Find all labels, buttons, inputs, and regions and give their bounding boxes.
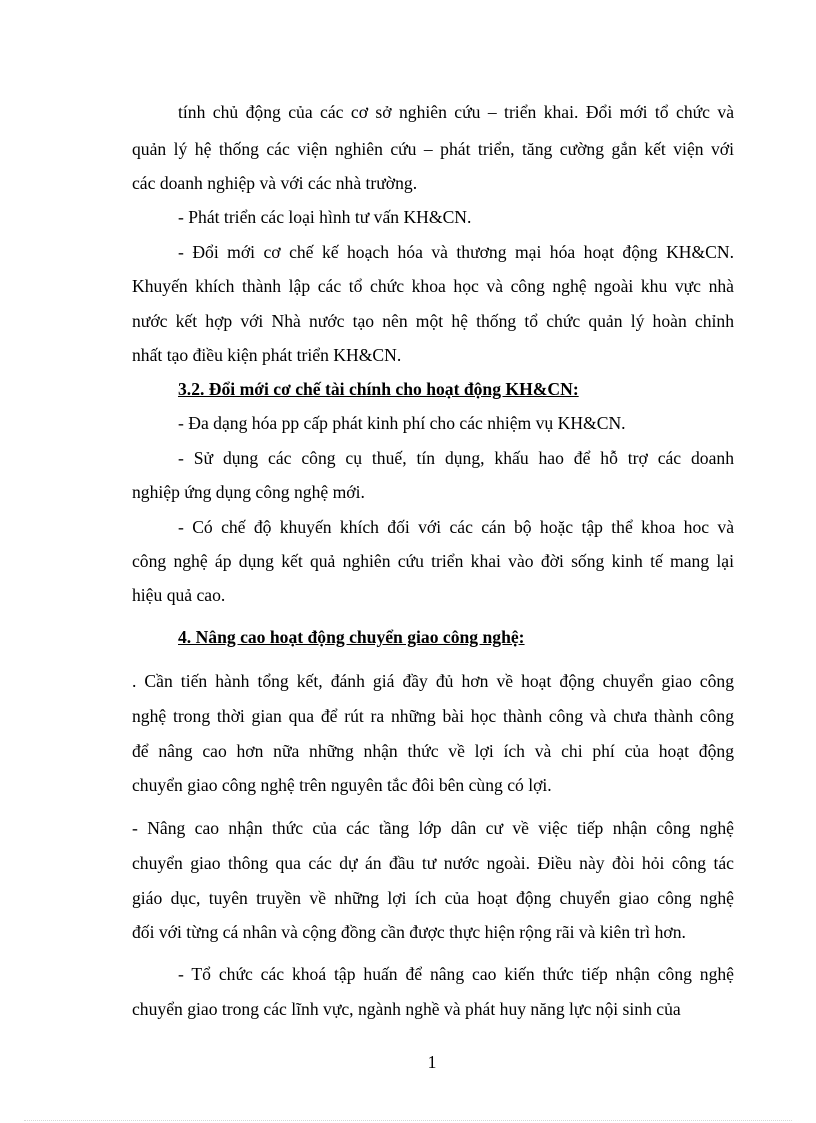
section-heading-3-2: 3.2. Đổi mới cơ chế tài chính cho hoạt động KH&CN: (178, 379, 579, 399)
text-line: - Đa dạng hóa pp cấp phát kinh phí cho các nhiệm vụ KH&CN. (178, 413, 626, 433)
text-line: nghiệp ứng dụng công nghệ mới. (132, 482, 365, 502)
page-number: 1 (427, 1052, 437, 1072)
page-bottom-divider (24, 1120, 792, 1121)
text-line: - Có chế độ khuyến khích đối với các cán bộ hoặc tập thể khoa hoc và (178, 517, 734, 537)
text-line: để nâng cao hơn nữa những nhận thức về lợi ích và chi phí của hoạt động (132, 741, 734, 761)
text-line: tính chủ động của các cơ sở nghiên cứu – triển khai. Đổi mới tổ chức và (178, 102, 734, 122)
text-line: - Nâng cao nhận thức của các tầng lớp dân cư về việc tiếp nhận công nghệ (132, 818, 734, 838)
text-line: - Phát triển các loại hình tư vấn KH&CN. (178, 207, 472, 227)
text-line: chuyển giao trong các lĩnh vực, ngành nghề và phát huy năng lực nội sinh của (132, 999, 681, 1019)
text-line: các doanh nghiệp và với các nhà trường. (132, 173, 418, 193)
text-line: - Tổ chức các khoá tập huấn để nâng cao kiến thức tiếp nhận công nghệ (178, 964, 734, 984)
text-line: hiệu quả cao. (132, 585, 226, 605)
section-heading-4: 4. Nâng cao hoạt động chuyển giao công nghệ: (178, 627, 525, 647)
text-line: nhất tạo điều kiện phát triển KH&CN. (132, 345, 402, 365)
text-line: chuyển giao công nghệ trên nguyên tắc đôi bên cùng có lợi. (132, 775, 552, 795)
text-line: đối với từng cá nhân và cộng đồng cần được thực hiện rộng rãi và kiên trì hơn. (132, 922, 686, 942)
text-line: - Sử dụng các công cụ thuế, tín dụng, khấu hao để hỗ trợ các doanh (178, 448, 734, 468)
text-line: nước kết hợp với Nhà nước tạo nên một hệ thống tổ chức quản lý hoàn chỉnh (132, 311, 734, 331)
text-line: giáo dục, tuyên truyền về những lợi ích của hoạt động chuyển giao công nghệ (132, 888, 734, 908)
text-line: quản lý hệ thống các viện nghiên cứu – phát triển, tăng cường gắn kết viện với (132, 139, 734, 159)
text-line: nghệ trong thời gian qua để rút ra những bài học thành công và chưa thành công (132, 706, 734, 726)
text-line: công nghệ áp dụng kết quả nghiên cứu triển khai vào đời sống kinh tế mang lại (132, 551, 734, 571)
text-line: Khuyến khích thành lập các tổ chức khoa học và công nghệ ngoài khu vực nhà (132, 276, 734, 296)
text-line: chuyển giao thông qua các dự án đầu tư nước ngoài. Điều này đòi hỏi công tác (132, 853, 734, 873)
text-line: . Cần tiến hành tổng kết, đánh giá đầy đủ hơn về hoạt động chuyển giao công (132, 671, 734, 691)
text-line: - Đổi mới cơ chế kế hoạch hóa và thương mại hóa hoạt động KH&CN. (178, 242, 734, 262)
